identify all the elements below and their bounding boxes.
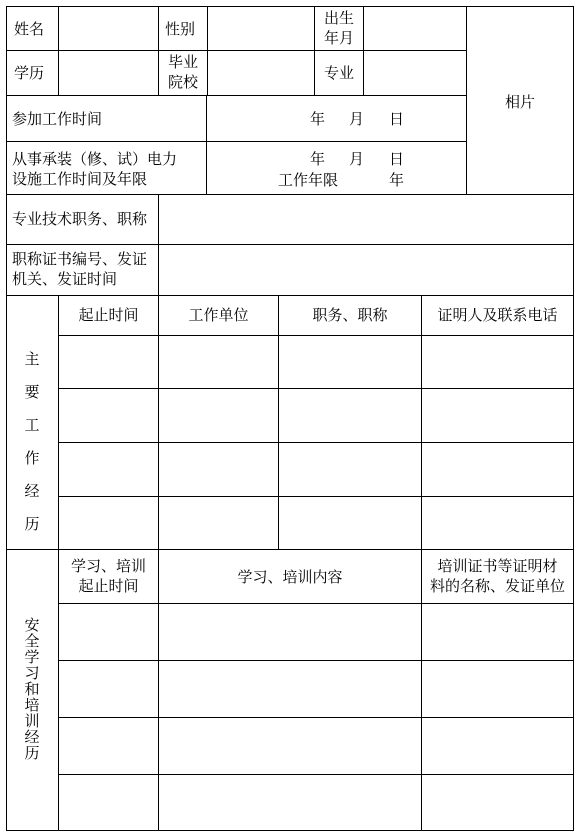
section-char: 习 xyxy=(24,664,40,682)
rule xyxy=(6,244,574,245)
exp-header-reference: 证明人及联系电话 xyxy=(437,306,558,324)
section-char: 作 xyxy=(24,449,40,467)
section-char: 和 xyxy=(24,680,40,698)
rule xyxy=(58,388,574,389)
rule xyxy=(158,295,159,831)
train-header-content: 学习、培训内容 xyxy=(237,568,343,586)
power-month: 月 xyxy=(349,150,365,168)
rule xyxy=(206,95,207,194)
name-label: 姓名 xyxy=(14,20,45,38)
education-label: 学历 xyxy=(14,64,45,82)
work-start-label: 参加工作时间 xyxy=(12,110,103,128)
section-char: 训 xyxy=(24,712,40,730)
exp-header-position: 职务、职称 xyxy=(312,306,388,324)
rule xyxy=(363,6,364,95)
border-right xyxy=(573,6,574,831)
work-start-year: 年 xyxy=(310,110,326,128)
exp-header-employer: 工作单位 xyxy=(188,306,249,324)
rule xyxy=(58,717,574,718)
section-char: 经 xyxy=(24,728,40,746)
border-top xyxy=(6,6,574,7)
rule xyxy=(6,549,574,550)
rule xyxy=(207,6,208,95)
work-start-day: 日 xyxy=(389,110,405,128)
border-bottom xyxy=(6,830,574,831)
rule xyxy=(158,194,159,295)
section-char: 历 xyxy=(24,515,40,533)
rule xyxy=(6,194,574,195)
title-label: 专业技术职务、职称 xyxy=(12,210,148,228)
training-section-label xyxy=(22,618,42,762)
section-char: 经 xyxy=(24,482,40,500)
train-header-period: 学习、培训 起止时间 xyxy=(70,557,146,595)
rule xyxy=(6,95,466,96)
exp-header-period: 起止时间 xyxy=(78,306,139,324)
registration-form xyxy=(6,6,574,831)
power-day: 日 xyxy=(389,150,405,168)
work-years-unit: 年 xyxy=(389,171,405,189)
section-char: 历 xyxy=(24,744,40,762)
rule xyxy=(58,496,574,497)
section-char: 学 xyxy=(24,648,40,666)
experience-section-label xyxy=(22,352,42,537)
gender-label: 性别 xyxy=(165,20,196,38)
school-label: 毕业 院校 xyxy=(167,53,198,91)
cert-label: 职称证书编号、发证 机关、发证时间 xyxy=(12,250,148,288)
rule xyxy=(58,442,574,443)
rule xyxy=(58,660,574,661)
rule xyxy=(278,295,279,549)
section-char: 主 xyxy=(24,350,40,368)
section-char: 工 xyxy=(24,416,40,434)
major-label: 专业 xyxy=(323,64,354,82)
rule xyxy=(6,295,574,296)
section-char: 培 xyxy=(24,696,40,714)
rule xyxy=(58,774,574,775)
photo-label: 相片 xyxy=(504,93,535,111)
rule xyxy=(6,141,466,142)
rule xyxy=(58,6,59,95)
birth-label: 出生 年月 xyxy=(323,9,354,47)
rule xyxy=(6,50,466,51)
section-char: 安 xyxy=(24,616,40,634)
work-start-month: 月 xyxy=(349,110,365,128)
power-year: 年 xyxy=(310,150,326,168)
section-char: 全 xyxy=(24,632,40,650)
rule xyxy=(58,603,574,604)
rule xyxy=(58,335,574,336)
section-char: 要 xyxy=(24,383,40,401)
border-left xyxy=(6,6,7,831)
work-years-label: 工作年限 xyxy=(278,171,339,189)
train-header-certificate: 培训证书等证明材 料的名称、发证单位 xyxy=(429,557,565,595)
power-work-label: 从事承装（修、试）电力 设施工作时间及年限 xyxy=(12,150,178,188)
